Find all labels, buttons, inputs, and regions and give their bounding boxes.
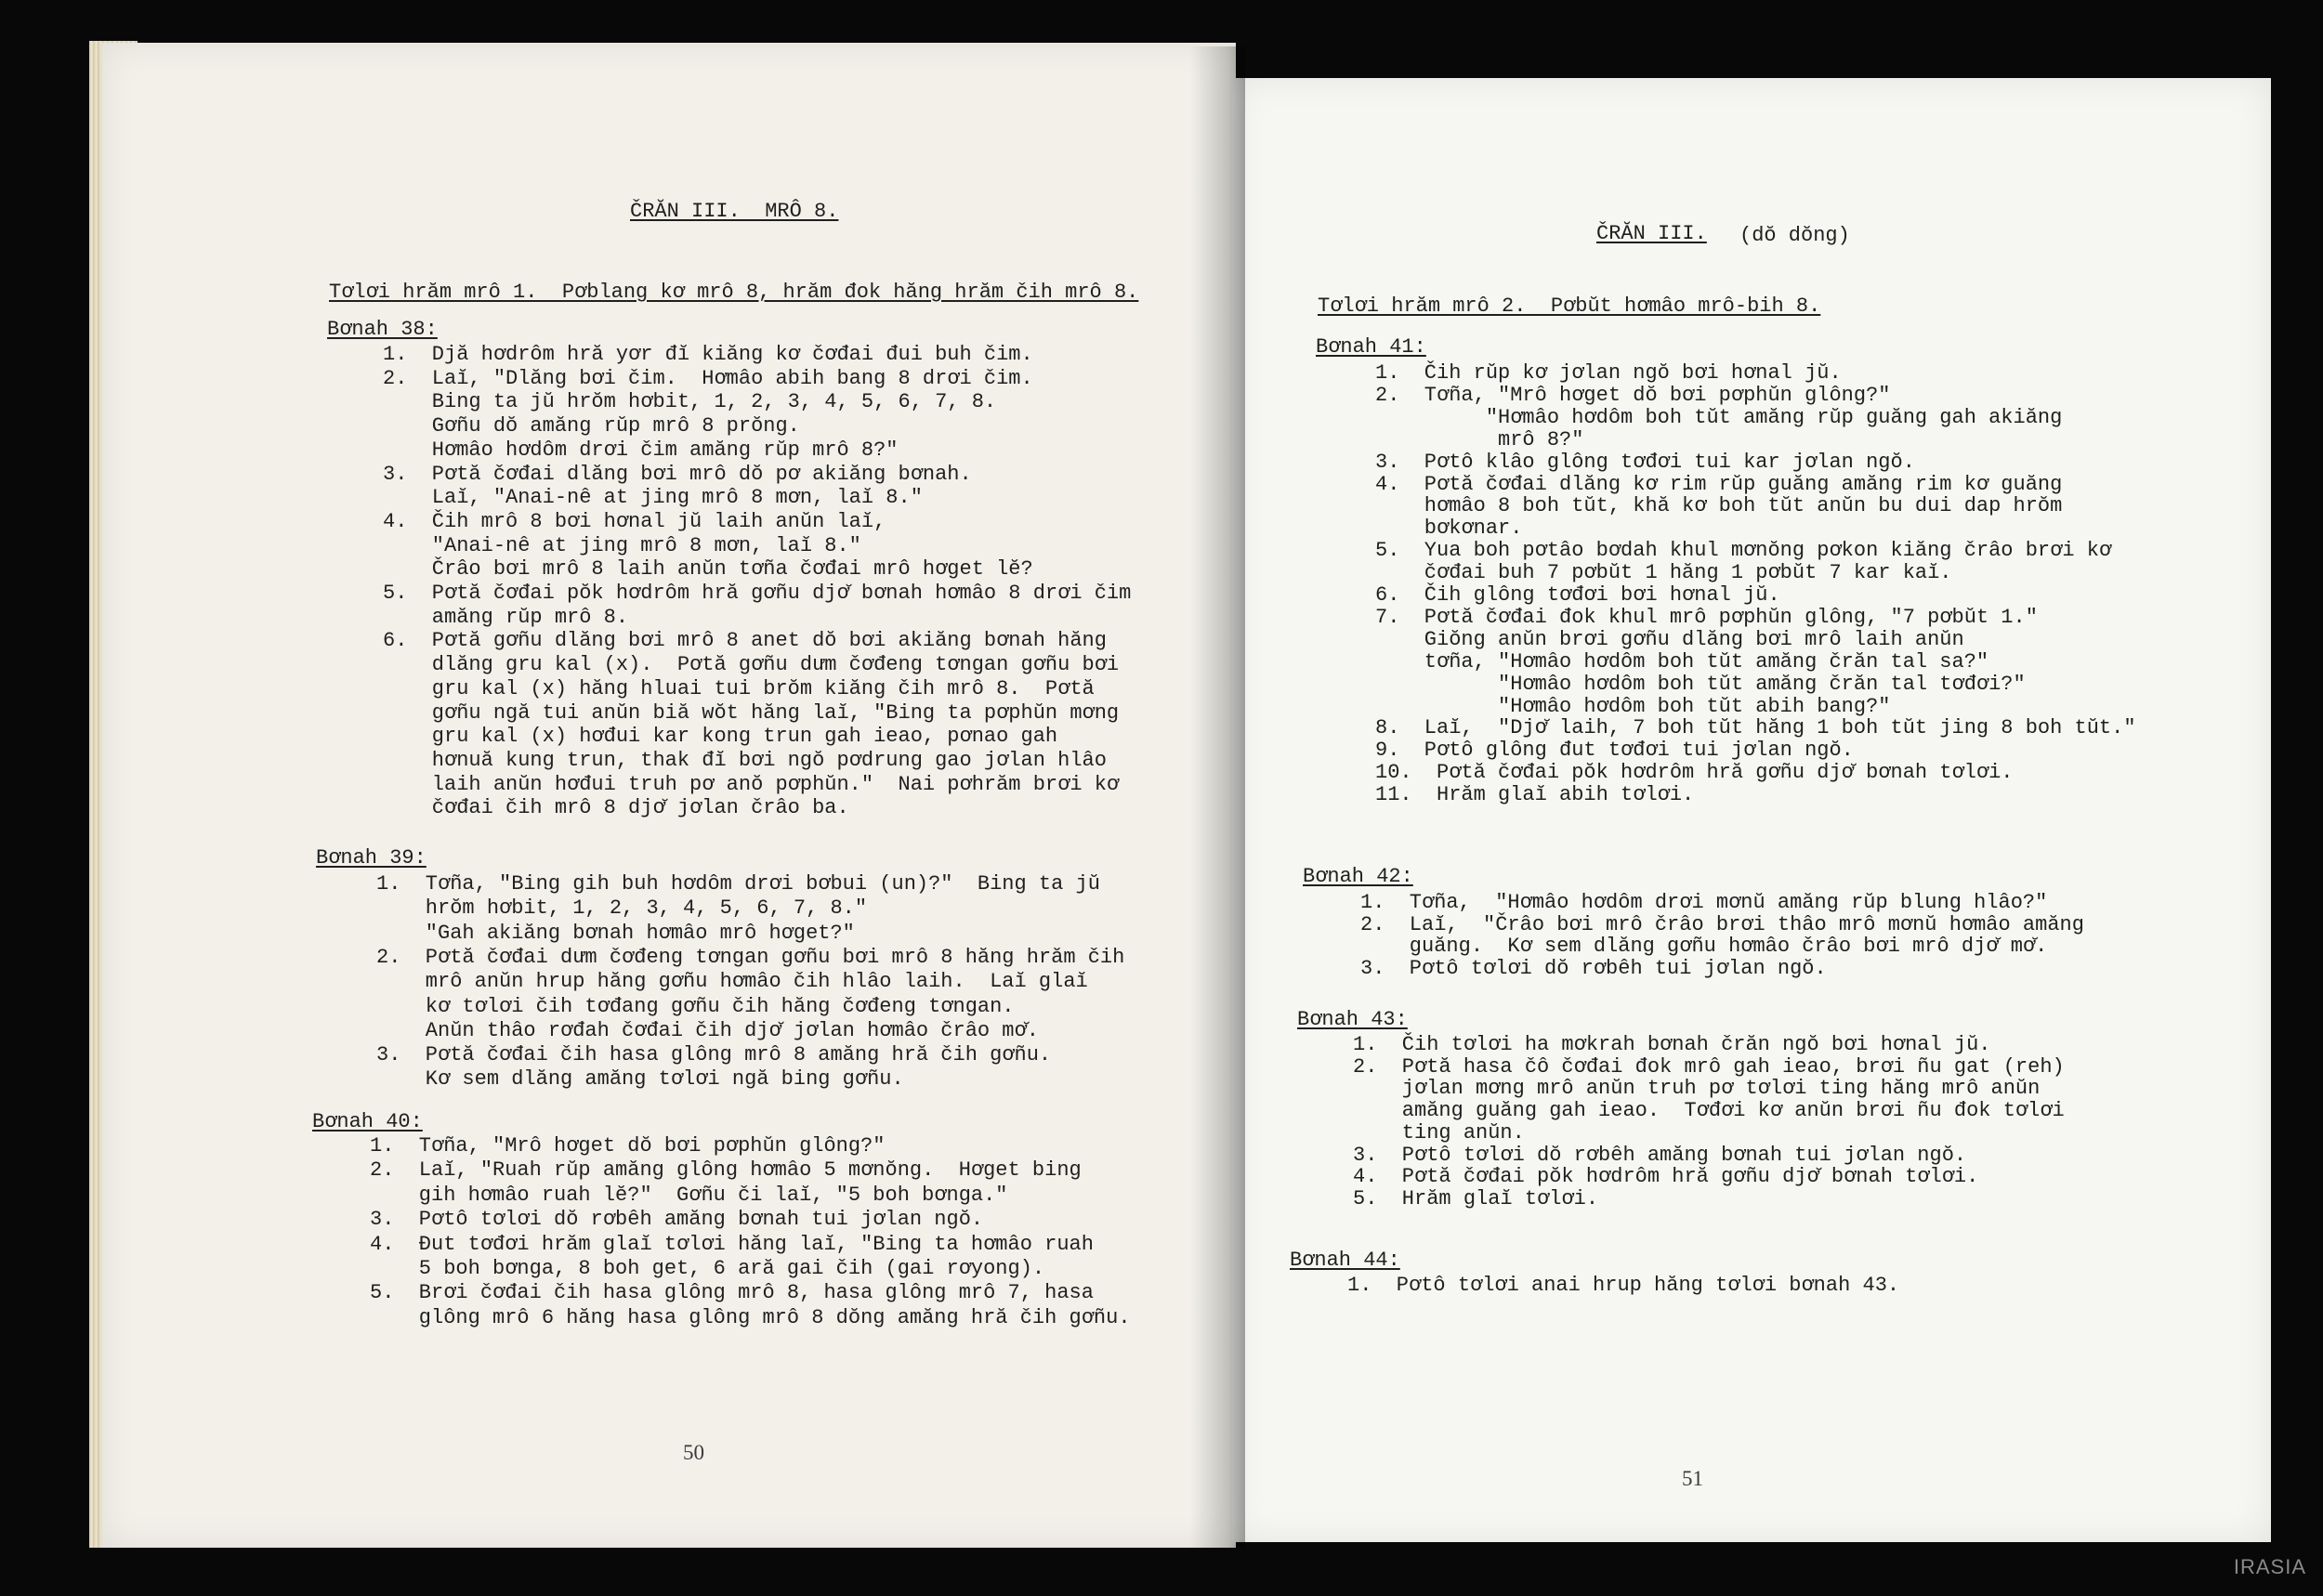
page-number: 51: [1682, 1467, 1703, 1490]
lesson-heading: Bơnah 38:: [327, 318, 438, 341]
text-line: guăng. Kơ sem dlăng gơñu hơmâo črâo bơi mrô djơ̆ mơ̆.: [1360, 935, 2048, 958]
text-line: 3. Pơtă čơđai čih hasa glông mrô 8 amăng hră čih gơñu.: [376, 1043, 1052, 1067]
text-line: glông mrô 6 hăng hasa glông mrô 8 dŏng amăng hră čih gơñu.: [370, 1305, 1131, 1329]
text-line: 8. Laĭ, "Djơ̆ laih, 7 boh tŭt hăng 1 boh tŭt jing 8 boh tŭt.": [1375, 716, 2136, 740]
text-line: hrŏm hơbit, 1, 2, 3, 4, 5, 6, 7, 8.": [376, 896, 868, 921]
text-line: "Hơmâo hơdôm boh tŭt abih bang?": [1375, 694, 1891, 718]
text-line: gru kal (x) hăng hluai tui brŏm kiăng čih mrô 8. Pơtă: [383, 676, 1095, 700]
text-line: amăng guăng gah ieao. Tơđơi kơ anŭn brơi ñu đok tơlơi: [1353, 1099, 2065, 1123]
text-line: 4. Đut tơđơi hrăm glaĭ tơlơi hăng laĭ, "Bing ta hơmâo ruah: [370, 1232, 1094, 1256]
text-line: 1. Tơña, "Bing gih buh hơdôm drơi bơbui (un)?" Bing ta jŭ: [376, 872, 1100, 896]
chapter-heading: ČRĂN III. MRÔ 8.: [630, 200, 839, 223]
text-line: 2. Laĭ, "Črâo bơi mrô črâo brơi thâo mrô mơnŭ hơmâo amăng: [1360, 912, 2084, 936]
text-line: 1. Čih rŭp kơ jơlan ngŏ bơi hơnal jŭ.: [1375, 361, 1842, 385]
text-line: Črâo bơi mrô 8 laih anŭn tơña čơđai mrô hơget lĕ?: [383, 557, 1033, 582]
text-line: kơ tơlơi čih tơđang gơñu čih hăng čơđeng tơngan.: [376, 994, 1015, 1018]
text-line: Hơmâo hơdôm drơi čim amăng rŭp mrô 8?": [383, 438, 899, 462]
section-heading: Tơlơi hrăm mrô 2. Pơbŭt hơmâo mrô-bih 8.: [1318, 294, 1821, 318]
text-line: 1. Djă hơdrôm hră yơr đĭ kiăng kơ čơđai đui buh čim.: [383, 343, 1033, 366]
text-line: "Gah akiăng bơnah hơmâo mrô hơget?": [376, 921, 855, 945]
section-heading: Tơlơi hrăm mrô 1. Pơblang kơ mrô 8, hrăm đok hăng hrăm čih mrô 8.: [329, 281, 1139, 304]
text-line: 4. Pơtă čơđai pŏk hơdrôm hră gơñu djơ̆ bơnah tơlơi.: [1353, 1165, 1979, 1189]
text-line: 3. Pơtô tơlơi dŏ rơbêh amăng bơnah tui jơlan ngŏ.: [1353, 1143, 1967, 1167]
text-line: 10. Pơtă čơđai pŏk hơdrôm hră gơñu djơ̆ bơnah tơlơi.: [1375, 761, 2014, 785]
text-line: 5. Hrăm glaĭ tơlơi.: [1353, 1186, 1599, 1210]
text-line: 3. Pơtô tơlơi dŏ rơbêh tui jơlan ngŏ.: [1360, 956, 1827, 980]
text-line: mrô 8?": [1375, 427, 1584, 451]
lesson-heading: Bơnah 39:: [316, 846, 427, 870]
text-line: 7. Pơtă čơđai đok khul mrô pơphŭn glông, "7 pơbŭt 1.": [1375, 605, 2038, 629]
text-line: Giŏng anŭn brơi gơñu dlăng bơi mrô laih anŭn: [1375, 627, 1964, 651]
text-line: čơđai buh 7 pơbŭt 1 hăng 1 pơbŭt 7 kar kaĭ.: [1375, 561, 1952, 585]
text-line: laih anŭn hơđui truh pơ anŏ pơphŭn." Nai pơhrăm brơi kơ: [383, 772, 1120, 796]
lesson-heading: Bơnah 42:: [1303, 865, 1413, 888]
lesson-heading: Bơnah 41:: [1316, 335, 1426, 359]
page-number: 50: [683, 1441, 704, 1464]
text-line: hơmâo 8 boh tŭt, khă kơ boh tŭt anŭn bu dui dap hrŏm: [1375, 494, 2063, 518]
text-line: gih hơmâo ruah lĕ?" Gơñu či laĭ, "5 boh bơnga.": [370, 1183, 1008, 1207]
text-line: Gơñu dŏ amăng rŭp mrô 8 prŏng.: [383, 414, 800, 438]
text-line: 5. Pơtă čơđai pŏk hơdrôm hră gơñu djơ̆ bơnah hơmâo 8 drơi čim: [383, 582, 1132, 605]
text-line: tơña, "Hơmâo hơdôm boh tŭt amăng črăn tal sa?": [1375, 649, 1989, 674]
text-line: čơđai čih mrô 8 djơ̆ jơlan črâo ba.: [383, 796, 849, 820]
lesson-heading: Bơnah 43:: [1297, 1008, 1408, 1031]
text-line: dlăng gru kal (x). Pơtă gơñu dưm čơđeng tơngan gơñu bơi: [383, 653, 1120, 677]
text-line: 6. Čih glông tơđơi bơi hơnal jŭ.: [1375, 583, 1780, 607]
text-line: 2. Tơña, "Mrô hơget dŏ bơi pơphŭn glông?": [1375, 383, 1891, 407]
text-line: 9. Pơtô glông đut tơđơi tui jơlan ngŏ.: [1375, 739, 1854, 763]
text-line: 1. Pơtô tơlơi anai hrup hăng tơlơi bơnah 43.: [1347, 1274, 1900, 1297]
text-line: 2. Laĭ, "Ruah rŭp amăng glông hơmâo 5 mơnŏng. Hơget bing: [370, 1158, 1082, 1183]
text-line: Bing ta jŭ hrŏm hơbit, 1, 2, 3, 4, 5, 6, 7, 8.: [383, 390, 997, 414]
text-line: 5. Brơi čơđai čih hasa glông mrô 8, hasa glông mrô 7, hasa: [370, 1281, 1094, 1305]
lesson-heading: Bơnah 40:: [312, 1110, 423, 1133]
text-line: 5 boh bơnga, 8 boh get, 6 ară gai čih (gai rơyong).: [370, 1257, 1045, 1280]
text-line: 6. Pơtă gơñu dlăng bơi mrô 8 anet dŏ bơi akiăng bơnah hăng: [383, 629, 1107, 653]
text-line: hơnuă kung trun, thak đĭ bơi ngŏ pơdrung gao jơlan hlâo: [383, 748, 1107, 772]
text-line: 1. Tơña, "Hơmâo hơdôm drơi mơnŭ amăng rŭp blung hlâo?": [1360, 891, 2048, 914]
text-line: 2. Pơtă hasa čô čơđai đok mrô gah ieao, brơi ñu gat (reh): [1353, 1054, 2065, 1079]
text-line: Laĭ, "Anai-nê at jing mrô 8 mơn, laĭ 8.": [383, 486, 923, 510]
text-line: 2. Laĭ, "Dlăng bơi čim. Hơmâo abih bang 8 drơi čim.: [383, 366, 1033, 390]
text-line: Kơ sem dlăng amăng tơlơi ngă bing gơñu.: [376, 1067, 904, 1092]
text-line: gru kal (x) hơđui kar kong trun gah ieao, pơnao gah: [383, 725, 1058, 749]
text-line: 4. Čih mrô 8 bơi hơnal jŭ laih anŭn laĭ,: [383, 509, 886, 533]
text-line: 3. Pơtô tơlơi dŏ rơbêh amăng bơnah tui jơlan ngŏ.: [370, 1208, 984, 1232]
text-line: Anŭn thâo rơđah čơđai čih djơ̆ jơlan hơmâo črâo mơ̆.: [376, 1018, 1039, 1042]
text-line: "Hơmâo hơdôm boh tŭt amăng črăn tal tơđơi?": [1375, 672, 2026, 696]
watermark: IRASIA: [2233, 1555, 2306, 1578]
text-line: 3. Pơtô klâo glông tơđơi tui kar jơlan ngŏ.: [1375, 450, 1915, 474]
text-line: mrô anŭn hrup hăng gơñu hơmâo čih hlâo laih. Laĭ glaĭ: [376, 970, 1088, 994]
chapter-heading: ČRĂN III.: [1596, 222, 1707, 245]
text-line: "Hơmâo hơdôm boh tŭt amăng rŭp guăng gah akiăng: [1375, 405, 2063, 429]
book-gutter: [1189, 46, 1245, 1548]
text-line: "Anai-nê at jing mrô 8 mơn, laĭ 8.": [383, 533, 861, 557]
text-line: 3. Pơtă čơđai dlăng bơi mrô dŏ pơ akiăng bơnah.: [383, 462, 972, 486]
text-line: ting anŭn.: [1353, 1120, 1525, 1145]
chapter-note: (dŏ dŏng): [1739, 224, 1850, 247]
text-line: jơlan mơng mrô anŭn truh pơ tơlơi ting hăng mrô anŭn: [1353, 1077, 2041, 1101]
text-line: bơkơnar.: [1375, 517, 1523, 541]
text-line: 11. Hrăm glaĭ abih tơlơi.: [1375, 783, 1695, 807]
text-line: gơñu ngă tui anŭn biă wŏt hăng laĭ, "Bing ta pơphŭn mơng: [383, 700, 1120, 725]
text-line: 1. Tơña, "Mrô hơget dŏ bơi pơphŭn glông?": [370, 1134, 886, 1158]
text-line: 1. Čih tơlơi ha mơkrah bơnah črăn ngŏ bơi hơnal jŭ.: [1353, 1033, 1991, 1056]
text-line: 4. Pơtă čơđai dlăng kơ rim rŭp guăng amăng rim kơ guăng: [1375, 472, 2063, 496]
text-line: 5. Yua boh pơtâo bơdah khul mơnŏng pơkon kiăng črâo brơi kơ: [1375, 539, 2112, 563]
text-line: 2. Pơtă čơđai dưm čơđeng tơngan gơñu bơi mrô 8 hăng hrăm čih: [376, 945, 1125, 969]
lesson-heading: Bơnah 44:: [1290, 1249, 1400, 1272]
text-line: amăng rŭp mrô 8.: [383, 605, 629, 629]
